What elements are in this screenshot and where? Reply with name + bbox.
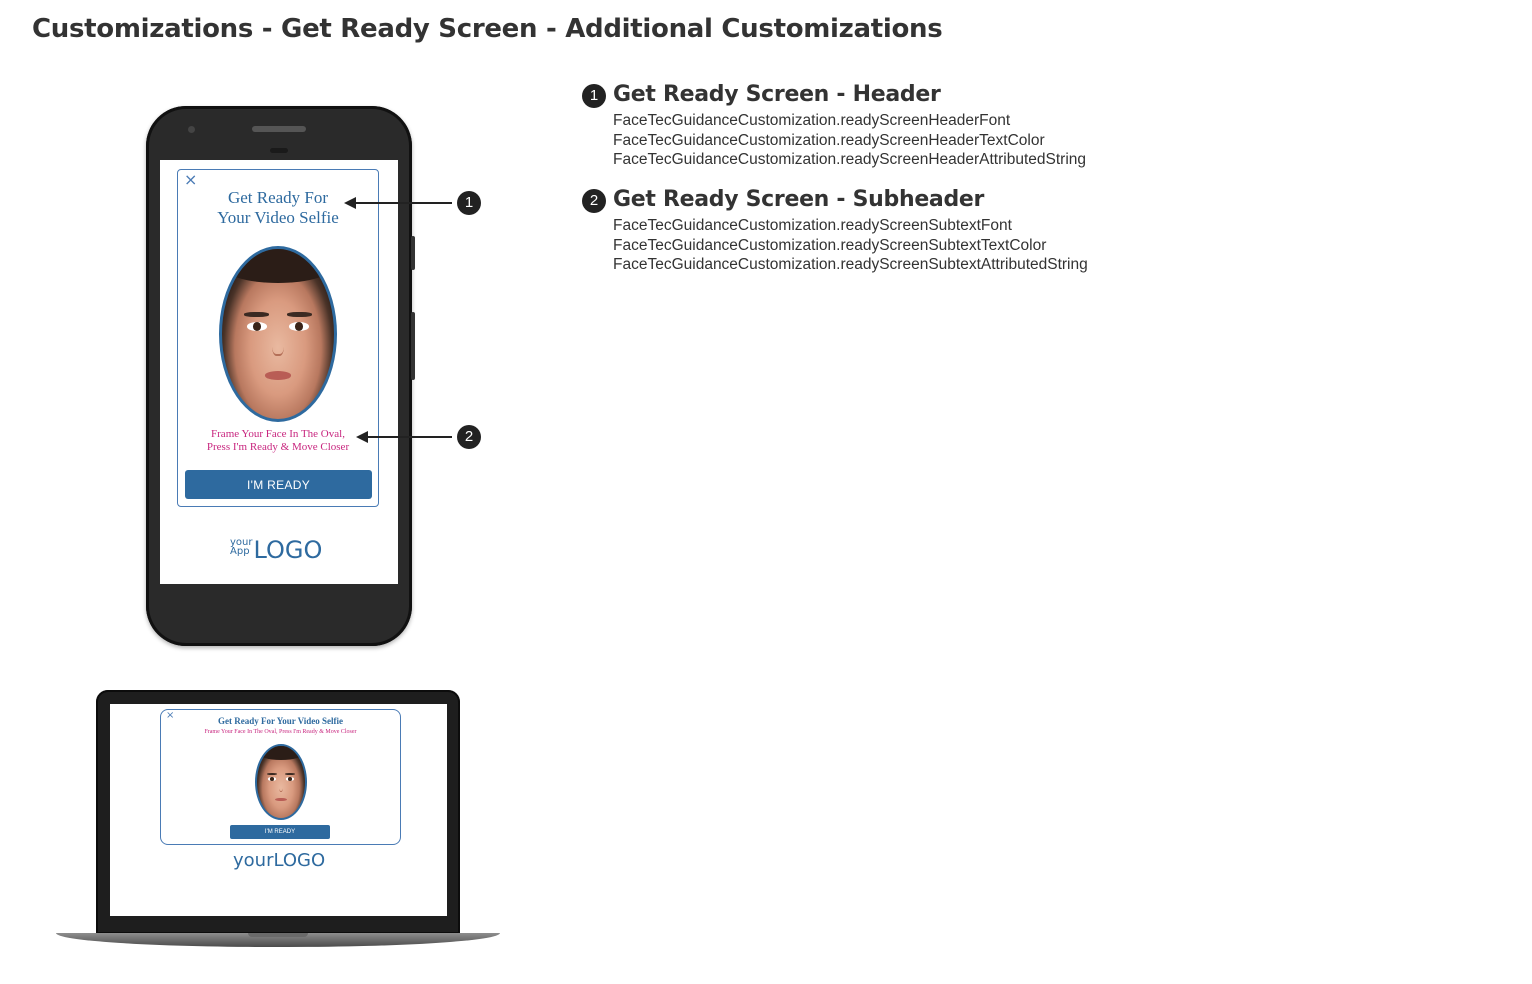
phone-camera (188, 126, 195, 133)
logo-small-text (230, 538, 253, 556)
laptop-mockup (96, 690, 460, 934)
page-title: Customizations - Get Ready Screen - Additional Customizations (32, 14, 943, 44)
face-lips (265, 371, 292, 380)
subheader-line: Frame Your Face In The Oval, (211, 428, 345, 440)
callout-line (366, 436, 452, 438)
property-line: FaceTecGuidanceCustomization.readyScreenHeaderAttributedString (613, 151, 1086, 168)
logo-small-bottom: App (230, 546, 250, 557)
im-ready-button[interactable]: I'M READY (230, 825, 330, 839)
header-line: Get Ready For (227, 188, 329, 207)
face-nose (272, 334, 283, 356)
laptop-screen (110, 704, 447, 916)
property-line: FaceTecGuidanceCustomization.readyScreenHeaderTextColor (613, 131, 1045, 149)
face-eye (286, 777, 295, 781)
property-line: FaceTecGuidanceCustomization.readyScreenSubtextAttributedString (613, 256, 1088, 273)
section-properties (613, 111, 1086, 170)
face-oval (219, 246, 337, 422)
phone-mockup (146, 106, 412, 646)
property-line: FaceTecGuidanceCustomization.readyScreenHeaderFont (613, 112, 1011, 129)
close-icon[interactable]: × (166, 710, 175, 721)
face-hair (257, 746, 305, 760)
face-nose (279, 782, 284, 792)
get-ready-subheader (178, 428, 378, 454)
get-ready-subheader: Frame Your Face In The Oval, Press I'm Ready & Move Closer (204, 729, 357, 735)
get-ready-frame (160, 709, 401, 845)
face-hair (222, 249, 334, 283)
section-badge: 1 (582, 84, 606, 108)
property-line: FaceTecGuidanceCustomization.readyScreenSubtextTextColor (613, 236, 1047, 254)
get-ready-frame (177, 169, 379, 507)
phone-speaker (252, 126, 306, 132)
face-eye (247, 322, 267, 331)
phone-volume-button (411, 236, 415, 270)
face-eye (268, 777, 277, 781)
face-lips (275, 798, 287, 802)
face-brow (267, 773, 278, 775)
face-brow (244, 312, 269, 317)
app-logo: yourLOGO (233, 850, 326, 871)
phone-sensor (270, 148, 288, 153)
subheader-line: Press I'm Ready & Move Closer (206, 441, 350, 453)
callout-badge: 1 (457, 191, 481, 215)
callout-badge: 2 (457, 425, 481, 449)
logo-small-top: your (230, 537, 253, 548)
im-ready-button[interactable]: I'M READY (185, 470, 372, 499)
phone-screen (160, 160, 398, 584)
face-oval (255, 744, 307, 820)
laptop-base (56, 933, 500, 947)
section-title: Get Ready Screen - Header (613, 82, 941, 107)
section-badge: 2 (582, 189, 606, 213)
face-brow (287, 312, 312, 317)
header-line: Your Video Selfie (217, 208, 339, 227)
property-line: FaceTecGuidanceCustomization.readyScreenSubtextFont (613, 217, 1012, 234)
section-title: Get Ready Screen - Subheader (613, 187, 985, 212)
laptop-notch (248, 933, 308, 937)
callout-line (354, 202, 452, 204)
close-icon[interactable]: × (184, 170, 198, 189)
logo-main-text: LOGO (253, 536, 323, 564)
get-ready-header: Get Ready For Your Video Selfie (217, 716, 344, 726)
face-brow (285, 773, 296, 775)
face-eye (289, 322, 309, 331)
section-properties (613, 216, 1088, 275)
app-logo (230, 536, 322, 564)
phone-power-button (411, 312, 415, 380)
